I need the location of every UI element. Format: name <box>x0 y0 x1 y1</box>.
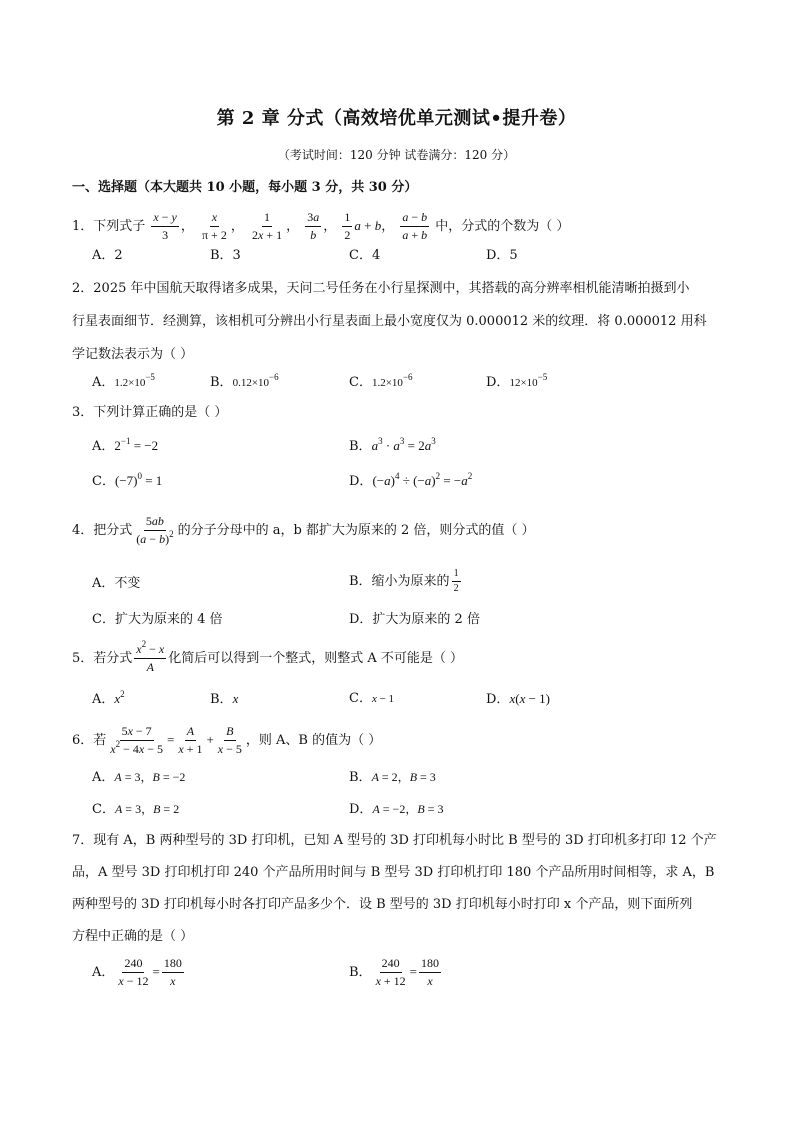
q3-option-d-label: D． <box>349 474 373 489</box>
q7-option-b: B． $\frac{240}{x + 12}$ = $\frac{180}{x}$ <box>349 956 440 988</box>
q6-option-c: C．A = 3，B = 2 <box>92 802 180 817</box>
q4-option-a: A．不变 <box>92 576 141 591</box>
q6-option-a: A．A = 3，B = −2 <box>92 770 186 785</box>
q1-option-b: B．3 <box>210 248 241 263</box>
q3-option-b-label: B． <box>349 439 372 454</box>
q2-option-b: B．$0.12\times 10^{-6}$ <box>210 372 279 390</box>
expr-q1-2: $\frac{x}{\pi + 2}$ <box>202 210 227 242</box>
question-2-line-3: 学记数法表示为（ ） <box>72 347 194 362</box>
q5-option-d: D．x(x − 1) <box>486 691 551 707</box>
q2-option-a: A．$1.2\times 10^{-5}$ <box>92 372 155 390</box>
expr-q7-b-right: $\frac{180}{x}$ <box>421 956 440 988</box>
expr-q6-a: $\frac{A}{x + 1}$ <box>178 724 203 756</box>
question-6-stem: 6．若 $\frac{5x - 7}{x^2 - 4x - 5}$ = $\frac{A}{x + 1}$ + $\frac{B}{x - 5}$ ，则 A、B 的值为（ ） <box>72 724 382 756</box>
expr-q1-4: $\frac{3a}{b}$ <box>307 210 320 242</box>
q6-option-d-label: D． <box>349 802 373 817</box>
q2-option-a-label: A． <box>92 375 115 390</box>
question-2-line-1: 2．2025 年中国航天取得诸多成果，天问二号任务在小行星探测中，其搭载的高分辨率相机能清晰拍摄到小 <box>72 281 690 296</box>
q3-option-b: B．$a^3 \cdot a^3 = 2a^3$ <box>349 436 436 454</box>
q4-option-c: C．扩大为原来的 4 倍 <box>92 612 223 627</box>
expr-q1-5: $\frac{1}{2}$ <box>344 210 351 242</box>
q6-option-b: B．A = 2，B = 3 <box>349 770 436 785</box>
question-5-tail: 化简后可以得到一个整式，则整式 A 不可能是（ ） <box>168 651 464 666</box>
q3-option-c: C．$(-7)^0 = 1$ <box>92 471 163 489</box>
q4-option-d: D．扩大为原来的 2 倍 <box>349 612 480 627</box>
q6-option-d: D．A = −2，B = 3 <box>349 802 444 817</box>
exam-info: （考试时间：120 分钟 试卷满分：120 分） <box>277 148 516 162</box>
q5-option-b: B．x <box>210 691 239 707</box>
q3-option-c-label: C． <box>92 474 115 489</box>
q2-option-d: D．$12\times 10^{-5}$ <box>486 372 548 390</box>
expr-q6-left: $\frac{5x - 7}{x^2 - 4x - 5}$ <box>110 724 163 756</box>
q6-option-c-label: C． <box>92 802 115 817</box>
section-heading: 一、选择题（本大题共 10 小题，每小题 3 分，共 30 分） <box>72 180 418 195</box>
q5-option-a-label: A． <box>92 692 115 707</box>
q4-option-b <box>349 568 463 595</box>
expr-q7-b-left: $\frac{240}{x + 12}$ <box>375 956 406 988</box>
expr-q4: $\frac{5ab}{(a - b)^2}$ <box>136 514 174 546</box>
question-6-tail: ，则 A、B 的值为（ ） <box>245 733 382 748</box>
question-2-line-2: 行星表面细节．经测算，该相机可分辨出小行星表面上最小宽度仅为 0.000012 米的纹理．将 0.000012 用科 <box>72 314 707 329</box>
q1-option-c: C．4 <box>349 248 381 263</box>
q6-option-a-label: A． <box>92 770 115 785</box>
q5-option-d-label: D． <box>486 692 510 707</box>
q5-option-b-label: B． <box>210 692 233 707</box>
q6-option-b-label: B． <box>349 770 372 785</box>
question-7-line-2: 品，A 型号 3D 打印机打印 240 个产品所用时间与 B 型号 3D 打印机打印 180 个产品所用时间相等，求 A，B <box>72 865 715 880</box>
q3-option-a-label: A． <box>92 439 115 454</box>
q1-option-d: D．5 <box>486 248 518 263</box>
question-6-lead: 6．若 <box>72 733 107 748</box>
q2-option-c-label: C． <box>349 375 372 390</box>
expr-q7-a-left: $\frac{240}{x - 12}$ <box>118 956 149 988</box>
question-5-stem <box>72 639 464 675</box>
page-title: 第 2 章 分式（高效培优单元测试•提升卷） <box>216 108 577 129</box>
q2-option-d-label: D． <box>486 375 510 390</box>
q3-option-a: A．$2^{-1} = -2$ <box>92 436 159 454</box>
question-3-stem: 3．下列计算正确的是（ ） <box>72 405 228 420</box>
expr-q1-1: $\frac{x - y}{3}$ <box>153 210 177 242</box>
question-1-tail: 中，分式的个数为（ ） <box>435 219 570 234</box>
question-4-tail: 的分子分母中的 a，b 都扩大为原来的 2 倍，则分式的值（ ） <box>177 523 535 538</box>
question-7-line-4: 方程中正确的是（ ） <box>72 929 194 944</box>
q5-option-c: C．x − 1 <box>349 691 395 706</box>
expr-q4-half: $\frac{1}{2}$ <box>453 568 459 594</box>
question-4-lead: 4．把分式 <box>72 523 133 538</box>
expr-q6-b: $\frac{B}{x - 5}$ <box>217 724 242 756</box>
question-5-lead: 5．若分式 <box>72 651 133 666</box>
question-7-line-3: 两种型号的 3D 打印机每小时各打印产品多少个．设 B 型号的 3D 打印机每小时打印 x 个产品，则下面所列 <box>72 897 693 912</box>
q3-option-d: D．$(-a)^4 \div (-a)^2 = -a^2$ <box>349 471 473 489</box>
expr-q1-6: $\frac{a - b}{a + b}$ <box>402 210 428 242</box>
question-1-stem: 1．下列式子 $\frac{x - y}{3}$ ， $\frac{x}{\pi + 2}$ ， $\frac{1}{2x + 1}$ ， $\frac{3a}{b}$ ， $\frac{1}{2}$ a + b， $\frac{a - b}{a + b}$ 中，分式的个数为（ ） <box>72 210 570 242</box>
q5-option-a: A．$x^2$ <box>92 689 125 707</box>
question-1-lead: 1．下列式子 <box>72 219 146 234</box>
question-7-line-1: 7．现有 A，B 两种型号的 3D 打印机，已知 A 型号的 3D 打印机每小时比 B 型号的 3D 打印机多打印 12 个产 <box>72 833 717 848</box>
q7-option-a-label: A． <box>92 965 115 980</box>
expr-q5: $\frac{x^2 - x}{A}$ <box>136 639 165 674</box>
question-4-stem <box>72 514 535 547</box>
q7-option-a: A． $\frac{240}{x - 12}$ = $\frac{180}{x}$ <box>92 956 182 988</box>
expr-q7-a-right: $\frac{180}{x}$ <box>163 956 182 988</box>
q5-option-c-label: C． <box>349 691 372 706</box>
expr-q1-3: $\frac{1}{2x + 1}$ <box>251 210 283 242</box>
q2-option-b-label: B． <box>210 375 233 390</box>
q7-option-b-label: B． <box>349 965 372 980</box>
q2-option-c: C．$1.2\times 10^{-6}$ <box>349 372 413 390</box>
q4-option-b-label: B．缩小为原来的 <box>349 574 450 589</box>
q1-option-a: A．2 <box>92 248 123 263</box>
